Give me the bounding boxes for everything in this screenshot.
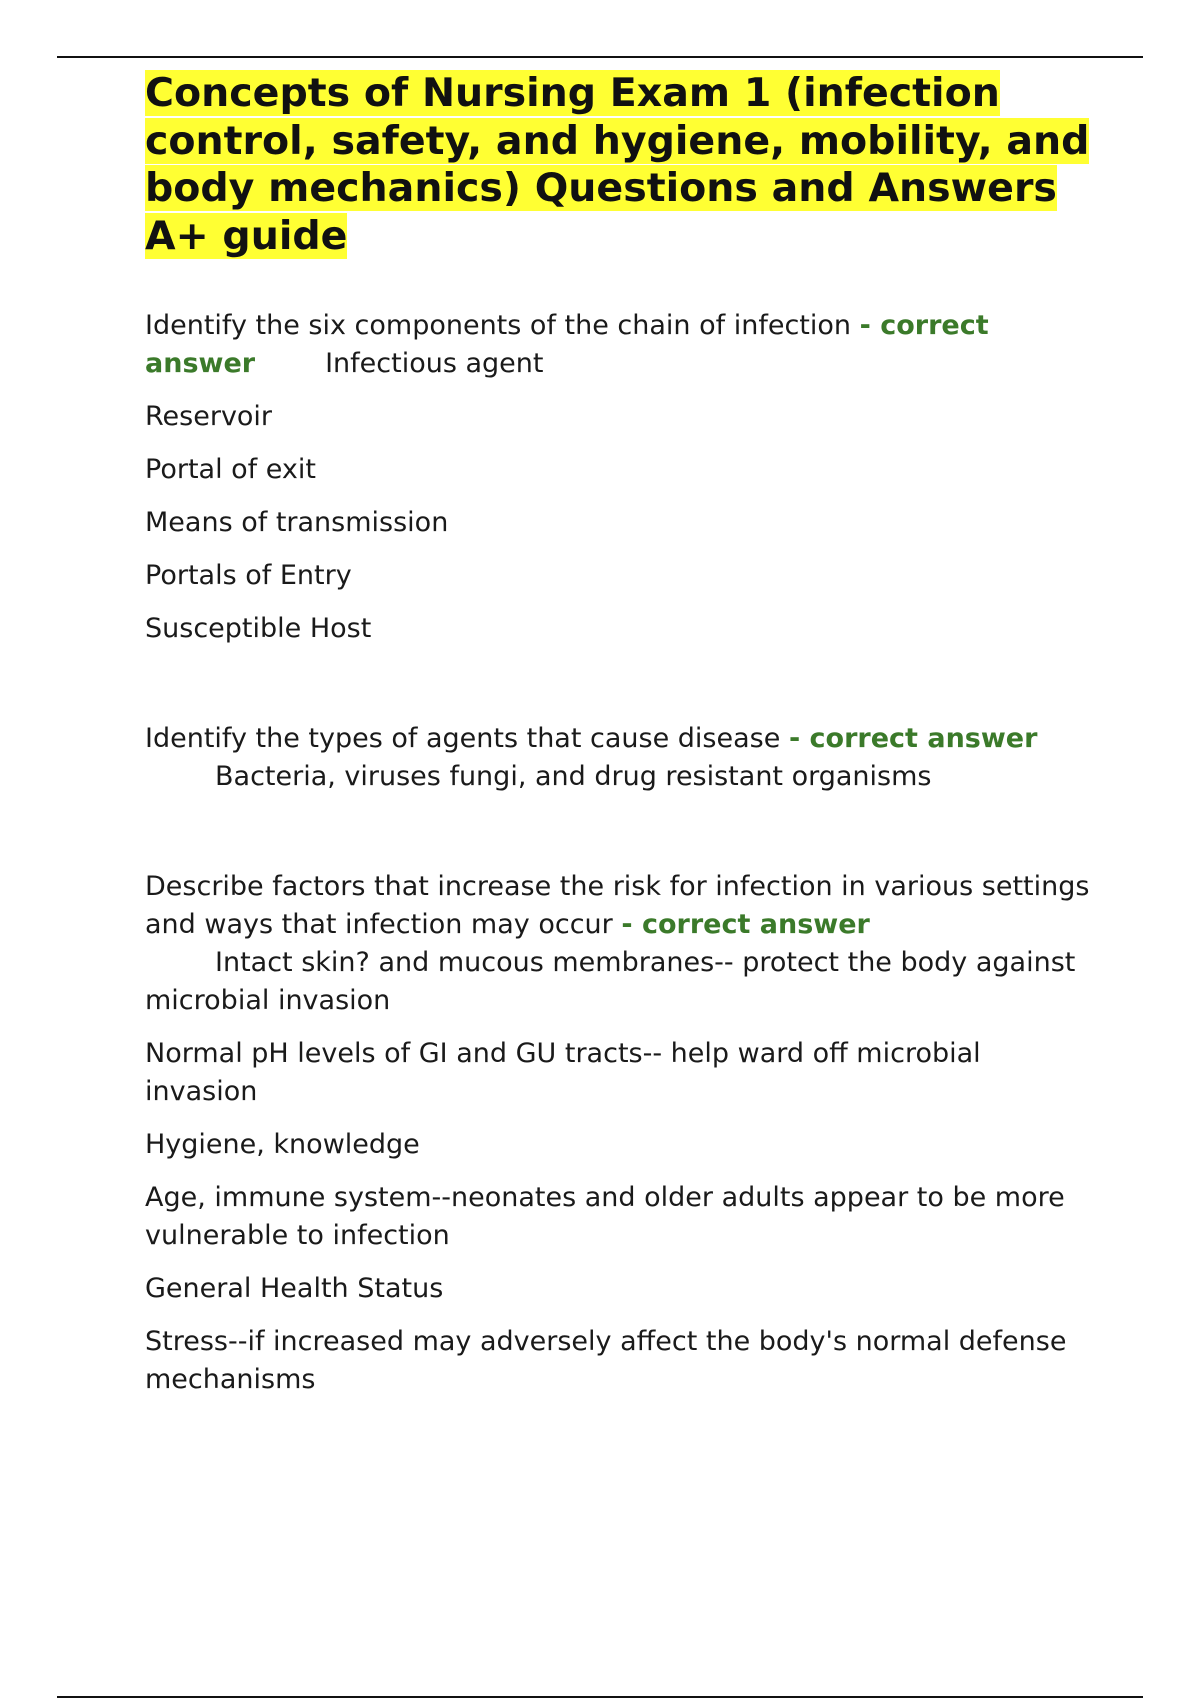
question-text: Identify the types of agents that cause disease <box>145 723 781 754</box>
correct-answer-marker: - correct answer <box>145 310 989 379</box>
answer-text: Intact skin? and mucous membranes-- protect the body against microbial invasion <box>145 947 1076 1016</box>
question-text: Identify the six components of the chain of infection <box>145 310 852 341</box>
document-body <box>145 70 1095 1399</box>
question-paragraph <box>145 307 1095 383</box>
title-highlight: Concepts of Nursing Exam 1 (infection control, safety, and hygiene, mobility, and body mechanics) Questions and Answers A+ guide <box>145 70 1090 259</box>
correct-answer-marker: - correct answer <box>621 909 870 940</box>
answer-line: Portal of exit <box>145 454 316 485</box>
qa-item <box>145 868 1095 1399</box>
answer-line: Normal pH levels of GI and GU tracts-- help ward off microbial invasion <box>145 1038 981 1107</box>
question-text: Describe factors that increase the risk for infection in various settings and ways that infection may occur <box>145 871 1090 940</box>
document-title <box>145 70 1095 260</box>
answer-line: Age, immune system--neonates and older adults appear to be more vulnerable to infection <box>145 1182 1065 1251</box>
question-paragraph <box>145 720 1095 796</box>
qa-item <box>145 720 1095 796</box>
answer-line: General Health Status <box>145 1273 444 1304</box>
answer-text: Infectious agent <box>325 348 544 379</box>
answer-line: Means of transmission <box>145 507 449 538</box>
bottom-rule <box>57 1696 1143 1698</box>
answer-line: Hygiene, knowledge <box>145 1129 420 1160</box>
answer-line: Portals of Entry <box>145 560 352 591</box>
answer-line: Stress--if increased may adversely affect the body's normal defense mechanisms <box>145 1326 1067 1395</box>
top-rule <box>57 56 1143 58</box>
correct-answer-marker: - correct answer <box>788 723 1038 754</box>
answer-line: Susceptible Host <box>145 613 372 644</box>
qa-item <box>145 307 1095 648</box>
answer-text: Bacteria, viruses fungi, and drug resistant organisms <box>215 761 932 792</box>
question-paragraph <box>145 868 1095 1020</box>
answer-line: Reservoir <box>145 401 273 432</box>
